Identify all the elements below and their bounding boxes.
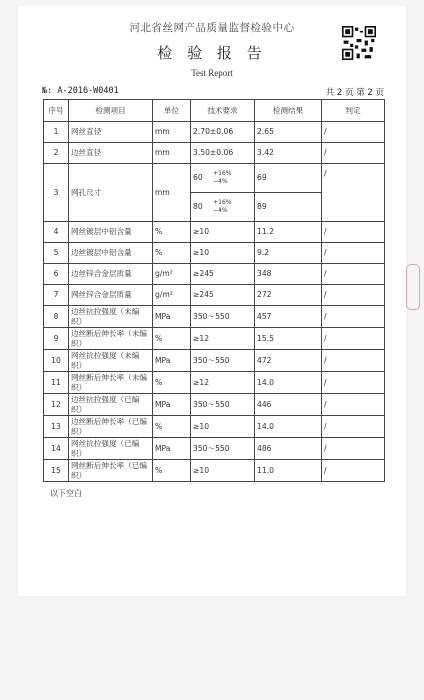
cell-spec: ≥10 bbox=[191, 222, 255, 243]
cell-spec: ≥245 bbox=[191, 264, 255, 285]
table-row bbox=[44, 264, 385, 285]
cell-judgement: / bbox=[322, 394, 385, 416]
table-row bbox=[44, 438, 385, 460]
qr-code-icon bbox=[342, 26, 376, 60]
cell-judgement: / bbox=[322, 460, 385, 482]
tolerance-plus: +16% bbox=[213, 170, 232, 177]
cell-unit: MPa bbox=[153, 306, 191, 328]
cell-no: 14 bbox=[44, 438, 69, 460]
table-row bbox=[44, 122, 385, 143]
cell-judgement: / bbox=[322, 264, 385, 285]
cell-item: 网丝抗拉强度（已编织） bbox=[69, 438, 153, 460]
cell-item: 边丝直径 bbox=[69, 143, 153, 164]
table-header-row bbox=[44, 100, 385, 122]
cell-no: 10 bbox=[44, 350, 69, 372]
cell-spec: 350～550 bbox=[191, 438, 255, 460]
cell-item: 边丝抗拉强度（未编织） bbox=[69, 306, 153, 328]
cell-spec: ≥10 bbox=[191, 460, 255, 482]
column-header-item: 检测项目 bbox=[69, 100, 153, 122]
cell-spec: 3.50±0.06 bbox=[191, 143, 255, 164]
cell-no: 6 bbox=[44, 264, 69, 285]
cell-result: 69 bbox=[255, 164, 322, 193]
spec-tolerance bbox=[213, 170, 231, 186]
cell-result: 9.2 bbox=[255, 243, 322, 264]
cell-spec: 350～550 bbox=[191, 350, 255, 372]
cell-item: 边丝断后伸长率（已编织） bbox=[69, 416, 153, 438]
cell-item: 边丝断后伸长率（未编织） bbox=[69, 328, 153, 350]
cell-result: 14.0 bbox=[255, 416, 322, 438]
cell-result: 457 bbox=[255, 306, 322, 328]
table-row bbox=[44, 306, 385, 328]
cell-judgement: / bbox=[322, 143, 385, 164]
cell-unit: MPa bbox=[153, 350, 191, 372]
cell-judgement: / bbox=[322, 416, 385, 438]
cell-result: 11.0 bbox=[255, 460, 322, 482]
cell-no: 2 bbox=[44, 143, 69, 164]
cell-no: 3 bbox=[44, 164, 69, 222]
cell-spec: ≥10 bbox=[191, 243, 255, 264]
cell-unit: MPa bbox=[153, 394, 191, 416]
cell-unit: g/m² bbox=[153, 285, 191, 306]
report-page bbox=[18, 6, 406, 596]
cell-item: 边丝抗拉强度（已编织） bbox=[69, 394, 153, 416]
table-row bbox=[44, 328, 385, 350]
cell-unit: % bbox=[153, 243, 191, 264]
cell-spec: ≥12 bbox=[191, 372, 255, 394]
cell-item: 网丝镀层中铝含量 bbox=[69, 222, 153, 243]
cell-result: 14.0 bbox=[255, 372, 322, 394]
cell-spec: ≥12 bbox=[191, 328, 255, 350]
table-row bbox=[44, 143, 385, 164]
spec-base-value: 60 bbox=[193, 173, 203, 182]
table-row bbox=[44, 394, 385, 416]
table-row bbox=[44, 243, 385, 264]
cell-unit: mm bbox=[153, 143, 191, 164]
cell-item: 网孔尺寸 bbox=[69, 164, 153, 222]
cell-judgement: / bbox=[322, 164, 385, 222]
table-row bbox=[44, 285, 385, 306]
cell-item: 网丝断后伸长率（未编织） bbox=[69, 372, 153, 394]
cell-judgement: / bbox=[322, 438, 385, 460]
cell-result: 348 bbox=[255, 264, 322, 285]
column-header-no: 序号 bbox=[44, 100, 69, 122]
cell-judgement: / bbox=[322, 243, 385, 264]
cell-no: 5 bbox=[44, 243, 69, 264]
cell-result: 89 bbox=[255, 193, 322, 222]
cell-item: 网丝直径 bbox=[69, 122, 153, 143]
cell-unit: % bbox=[153, 372, 191, 394]
report-number: №: A-2016-W0401 bbox=[42, 86, 119, 96]
column-header-unit: 单位 bbox=[153, 100, 191, 122]
cell-result: 11.2 bbox=[255, 222, 322, 243]
cell-unit: g/m² bbox=[153, 264, 191, 285]
cell-judgement: / bbox=[322, 350, 385, 372]
cell-no: 1 bbox=[44, 122, 69, 143]
table-row bbox=[44, 460, 385, 482]
cell-no: 15 bbox=[44, 460, 69, 482]
cell-no: 4 bbox=[44, 222, 69, 243]
seal-stamp bbox=[406, 264, 420, 310]
cell-unit: % bbox=[153, 328, 191, 350]
cell-unit: % bbox=[153, 416, 191, 438]
table-row bbox=[44, 222, 385, 243]
cell-no: 11 bbox=[44, 372, 69, 394]
table-row bbox=[44, 164, 385, 193]
cell-spec: 2.70±0.06 bbox=[191, 122, 255, 143]
cell-judgement: / bbox=[322, 306, 385, 328]
page-indicator: 共 2 页 第 2 页 bbox=[325, 88, 384, 98]
cell-no: 12 bbox=[44, 394, 69, 416]
spec-base-value: 80 bbox=[193, 202, 203, 211]
table-row bbox=[44, 372, 385, 394]
cell-no: 13 bbox=[44, 416, 69, 438]
cell-item: 网丝抗拉强度（未编织） bbox=[69, 350, 153, 372]
cell-judgement: / bbox=[322, 122, 385, 143]
cell-spec: 350～550 bbox=[191, 306, 255, 328]
tolerance-minus: −4% bbox=[213, 178, 228, 185]
cell-spec: ≥245 bbox=[191, 285, 255, 306]
cell-no: 9 bbox=[44, 328, 69, 350]
report-title: 检 验 报 告 bbox=[157, 44, 267, 62]
cell-unit: % bbox=[153, 222, 191, 243]
cell-item: 边丝镀层中铝含量 bbox=[69, 243, 153, 264]
report-subtitle: Test Report bbox=[191, 68, 233, 78]
cell-judgement: / bbox=[322, 328, 385, 350]
cell-spec bbox=[191, 164, 255, 193]
cell-result: 472 bbox=[255, 350, 322, 372]
tolerance-minus: −4% bbox=[213, 207, 228, 214]
end-of-report-note: 以下空白 bbox=[50, 489, 82, 498]
tolerance-plus: +16% bbox=[213, 199, 232, 206]
cell-item: 网丝锌合金层质量 bbox=[69, 285, 153, 306]
cell-result: 486 bbox=[255, 438, 322, 460]
column-header-result: 检测结果 bbox=[255, 100, 322, 122]
cell-spec: 350～550 bbox=[191, 394, 255, 416]
cell-unit: MPa bbox=[153, 438, 191, 460]
table-row bbox=[44, 416, 385, 438]
cell-item: 网丝断后伸长率（已编织） bbox=[69, 460, 153, 482]
cell-judgement: / bbox=[322, 372, 385, 394]
cell-judgement: / bbox=[322, 222, 385, 243]
cell-no: 7 bbox=[44, 285, 69, 306]
cell-result: 446 bbox=[255, 394, 322, 416]
table-row bbox=[44, 350, 385, 372]
cell-unit: % bbox=[153, 460, 191, 482]
issuing-organization: 河北省丝网产品质量监督检验中心 bbox=[129, 22, 295, 34]
spec-tolerance bbox=[213, 199, 231, 215]
cell-result: 15.5 bbox=[255, 328, 322, 350]
cell-unit: mm bbox=[153, 164, 191, 222]
cell-result: 272 bbox=[255, 285, 322, 306]
cell-spec bbox=[191, 193, 255, 222]
cell-unit: mm bbox=[153, 122, 191, 143]
column-header-spec: 技术要求 bbox=[191, 100, 255, 122]
cell-item: 边丝锌合金层质量 bbox=[69, 264, 153, 285]
cell-result: 2.65 bbox=[255, 122, 322, 143]
test-results-table bbox=[43, 99, 385, 482]
cell-judgement: / bbox=[322, 285, 385, 306]
cell-no: 8 bbox=[44, 306, 69, 328]
cell-spec: ≥10 bbox=[191, 416, 255, 438]
column-header-judgement: 判定 bbox=[322, 100, 385, 122]
cell-result: 3.42 bbox=[255, 143, 322, 164]
